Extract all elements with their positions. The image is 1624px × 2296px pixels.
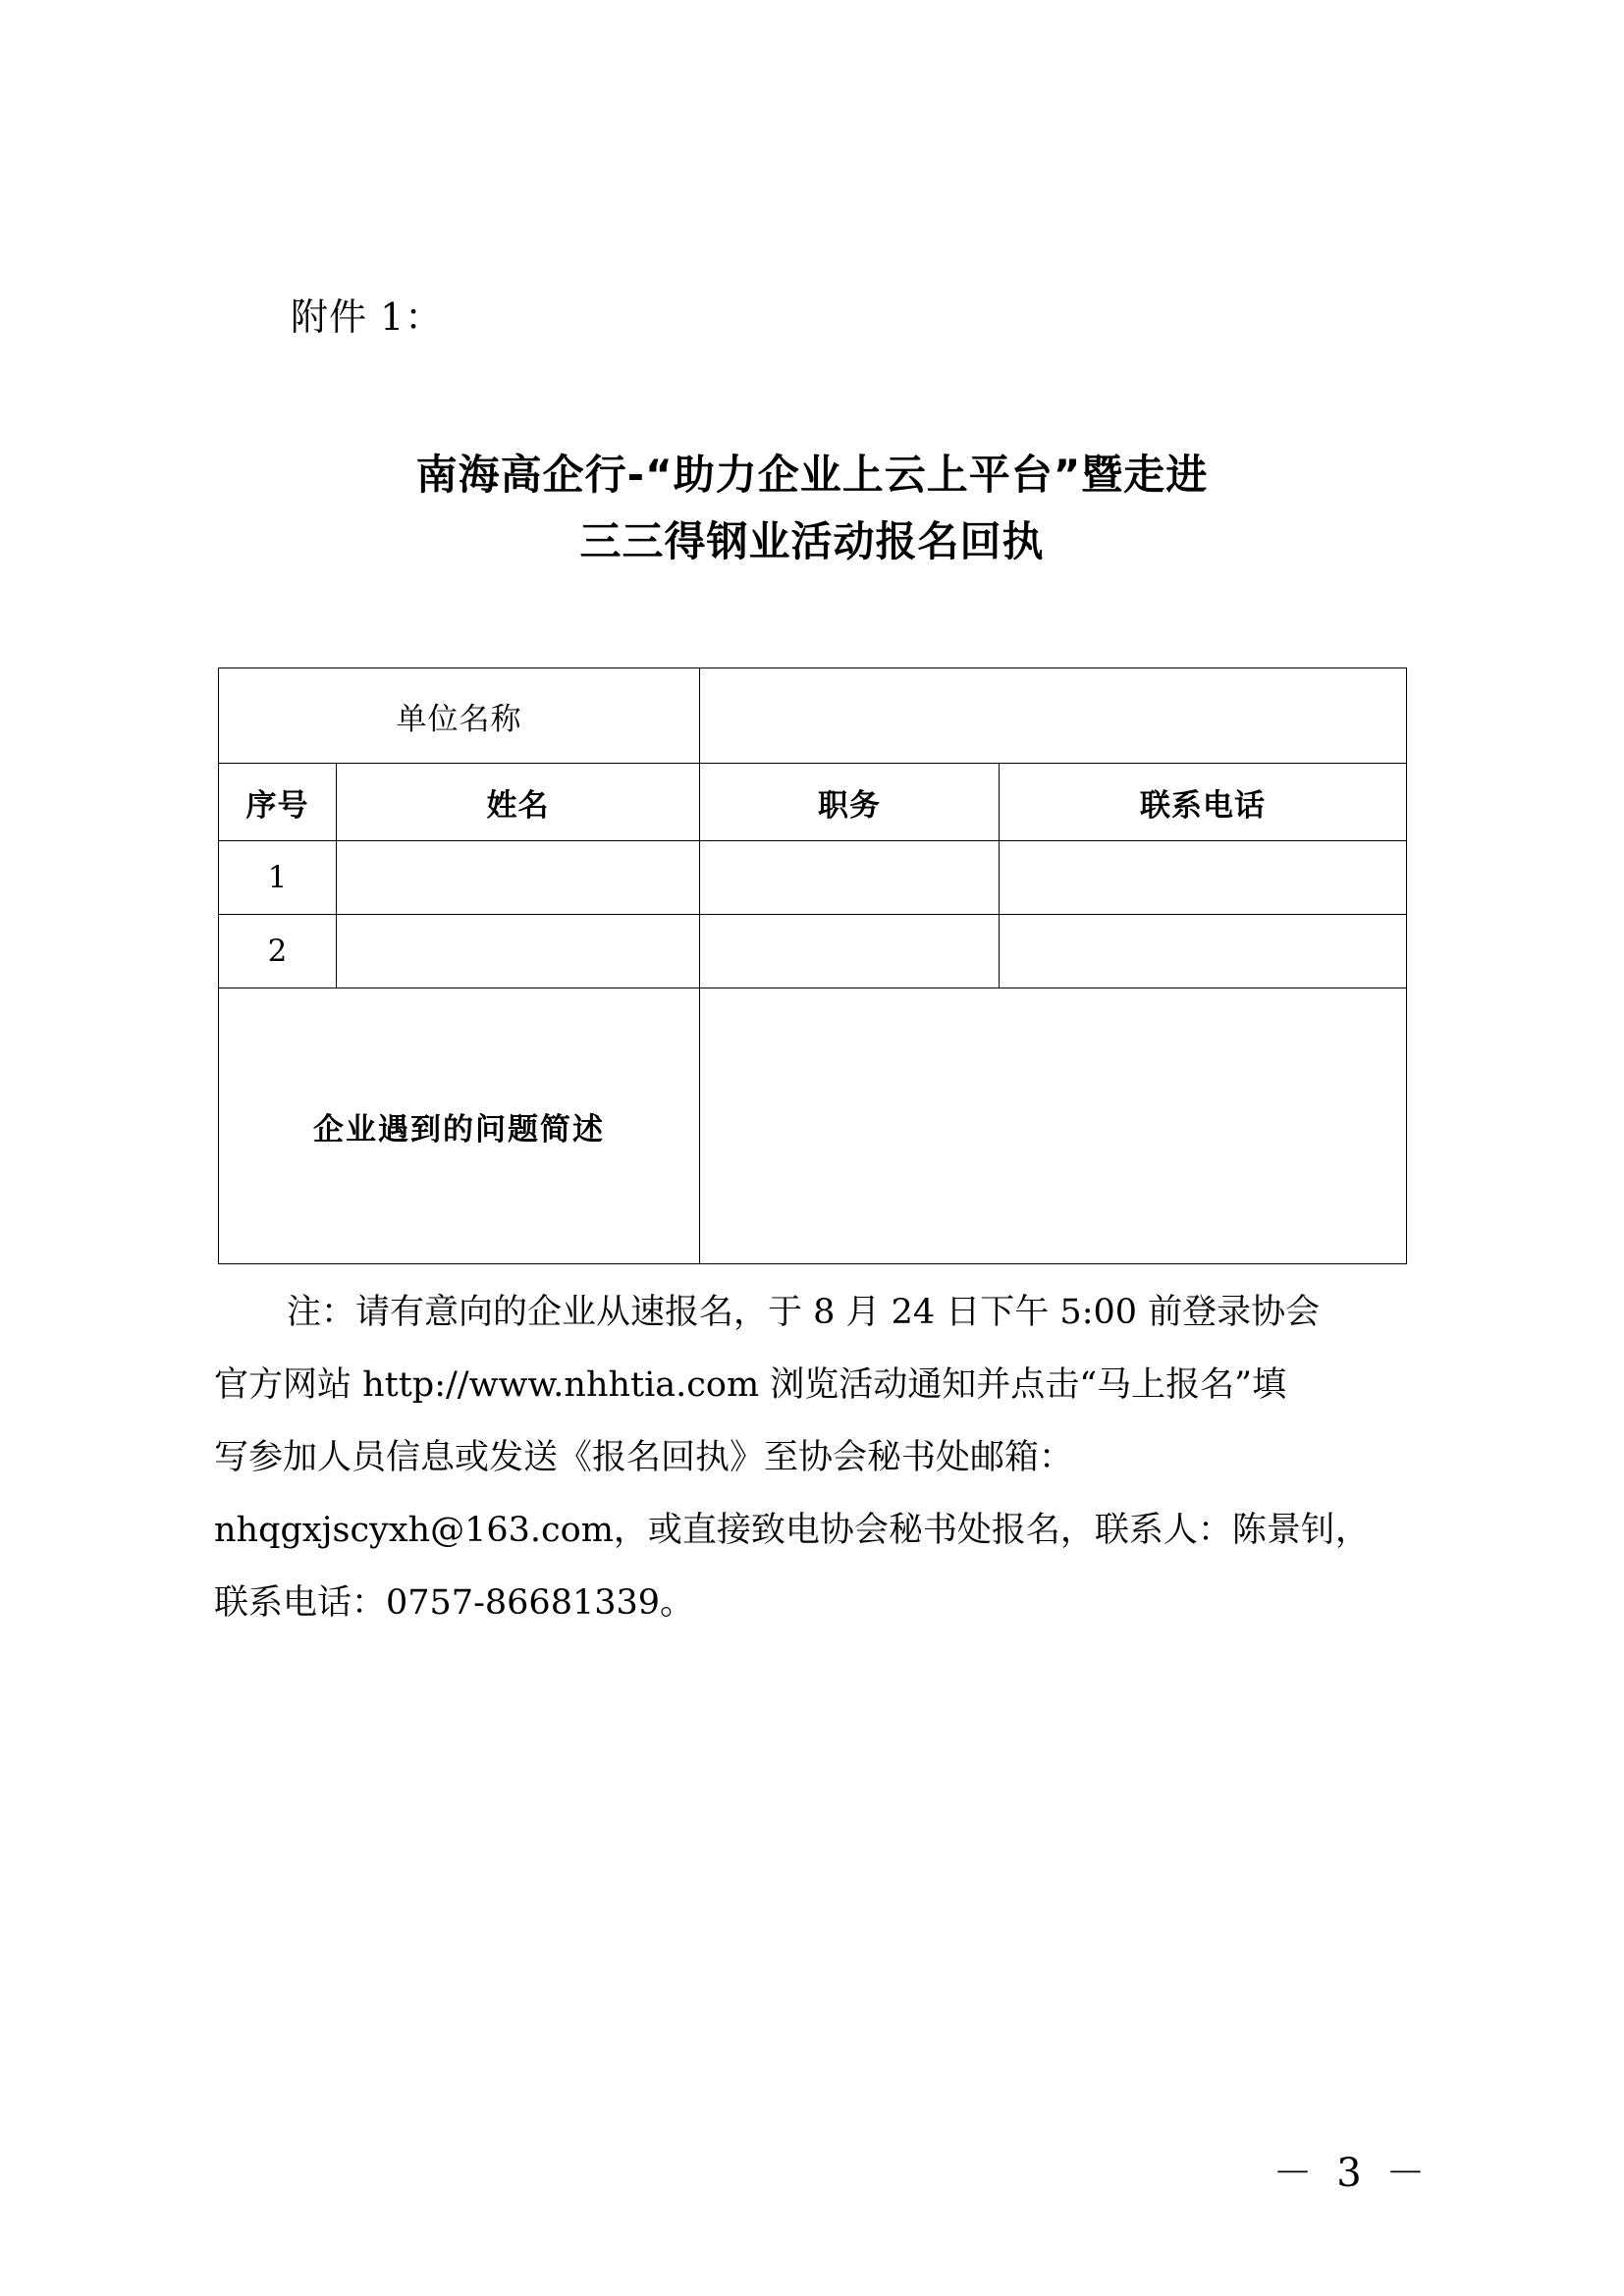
unit-name-input-cell[interactable] [700, 668, 1407, 764]
row-seq-number: 1 [219, 841, 337, 915]
note-paragraph [214, 1276, 1414, 1639]
note-line-2: 官方网站 http://www.nhhtia.com 浏览活动通知并点击“马上报名”填 [214, 1365, 1287, 1405]
column-header-name: 姓名 [337, 764, 700, 841]
row-phone-cell[interactable] [1000, 841, 1407, 915]
note-line-1: 注：请有意向的企业从速报名，于 8 月 24 日下午 5:00 前登录协会 [287, 1293, 1321, 1332]
row-name-cell[interactable] [337, 841, 700, 915]
attachment-label: 附件 1： [291, 295, 444, 339]
unit-name-label: 单位名称 [219, 668, 700, 764]
table-row [219, 841, 1407, 915]
table-row-issue-description [219, 988, 1407, 1264]
page-number-footer [0, 2142, 1624, 2198]
note-line-4: nhqgxjscyxh@163.com，或直接致电协会秘书处报名，联系人：陈景钊， [214, 1511, 1370, 1550]
row-phone-cell[interactable] [1000, 915, 1407, 988]
page-title-line-2: 三三得钢业活动报名回执 [579, 517, 1045, 565]
table-header-row [219, 764, 1407, 841]
column-header-position: 职务 [700, 764, 1000, 841]
row-position-cell[interactable] [700, 915, 1000, 988]
page-title-line-1: 南海高企行-“助力企业上云上平台”暨走进 [415, 451, 1209, 499]
row-name-cell[interactable] [337, 915, 700, 988]
issue-description-input-cell[interactable] [700, 988, 1407, 1264]
note-line-5: 联系电话：0757-86681339。 [214, 1583, 695, 1623]
column-header-seq: 序号 [219, 764, 337, 841]
registration-receipt-table [218, 667, 1407, 1264]
page-number-value: － 3 － [1272, 2151, 1432, 2196]
table-row [219, 915, 1407, 988]
page-title [0, 442, 1624, 575]
row-position-cell[interactable] [700, 841, 1000, 915]
issue-description-label: 企业遇到的问题简述 [219, 988, 700, 1264]
row-seq-number: 2 [219, 915, 337, 988]
note-line-3: 写参加人员信息或发送《报名回执》至协会秘书处邮箱： [214, 1438, 1074, 1477]
table-row-unit-name [219, 668, 1407, 764]
column-header-phone: 联系电话 [1000, 764, 1407, 841]
